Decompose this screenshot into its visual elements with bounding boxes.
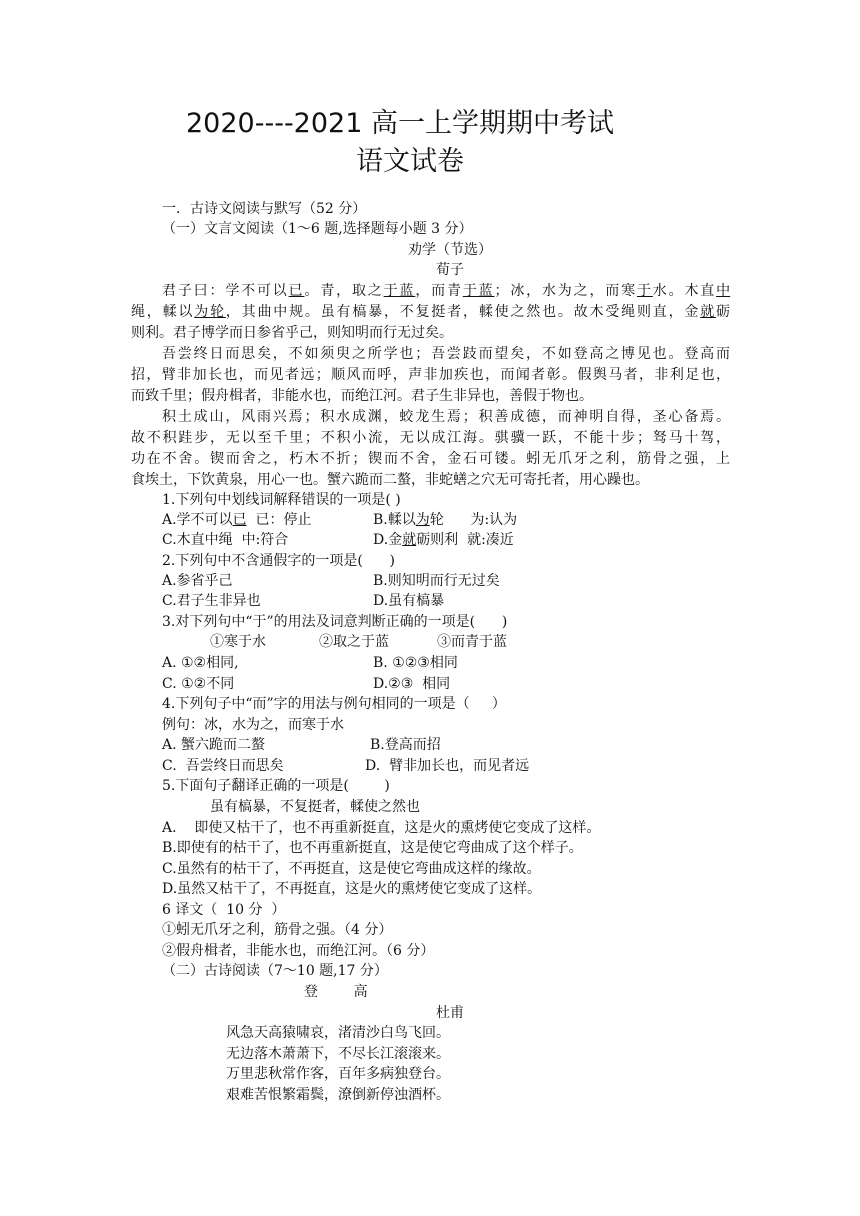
passage-line: 而致千里；假舟楫者，非能水也，而绝江河。君子生非异也，善假于物也。 (131, 388, 593, 404)
underlined-word: 中 (716, 283, 731, 299)
passage-title: 劝学（节选） (408, 242, 492, 258)
underlined-word: 就 (700, 304, 717, 320)
poem-line: 万里悲秋常作客，百年多病独登台。 (226, 1066, 450, 1082)
q3-sentence-2: ②取之于蓝 (319, 634, 389, 650)
q3-option-d: D.②③ 相同 (373, 676, 451, 692)
text: ，而青 (415, 283, 463, 299)
q1-option-a (162, 510, 311, 530)
q4-example: 例句：冰，水为之，而寒于水 (162, 717, 344, 733)
q5-sentence: 虽有槁暴，不复挺者，輮使之然也 (210, 799, 420, 815)
text: 砺 (716, 304, 731, 320)
subsection-heading: （一）文言文阅读（1～6 题,选择题每小题 3 分） (162, 221, 473, 237)
q5-option-b: B.即使有的枯干了，也不再重新挺直，这是使它弯曲成了这个样子。 (162, 840, 583, 856)
underlined-word: 于蓝 (462, 283, 495, 299)
q4-option-b: B.登高而招 (370, 737, 441, 753)
text: B.輮以 (373, 512, 416, 528)
q5-option-c: C.虽然有的枯干了，不再挺直，这是使它弯曲成这样的缘故。 (162, 861, 541, 877)
underlined-word: 已 (288, 283, 305, 299)
underlined-word: 就 (402, 532, 417, 548)
q2-option-b: B.则知明而行无过矣 (373, 573, 500, 589)
poem-title: 登 高 (304, 984, 368, 1000)
section-heading: 一．古诗文阅读与默写（52 分） (162, 201, 367, 217)
poem-line: 风急天高猿啸哀，渚清沙白鸟飞回。 (226, 1025, 450, 1041)
passage-author: 荀子 (436, 262, 464, 278)
underlined-word: 于 (636, 283, 653, 299)
underlined-word: 已 (232, 512, 247, 528)
q6-item-2: ②假舟楫者，非能水也，而绝江河。（6 分） (162, 943, 435, 959)
passage-line: 积土成山，风雨兴焉；积水成渊，蛟龙生焉；积善成德，而神明自得，圣心备焉。 (162, 409, 730, 425)
q3-sentence-3: ③而青于蓝 (437, 634, 507, 650)
passage-line: 吾尝终日而思矣，不如须臾之所学也；吾尝跂而望矣，不如登高之博见也。登高而 (162, 346, 730, 362)
question-3-stem: 3.对下列句中“于”的用法及词意判断正确的一项是( ) (162, 614, 508, 630)
text: 君子曰：学不可以 (162, 283, 289, 299)
passage-line: 故不积跬步，无以至千里；不积小流，无以成江海。骐骥一跃，不能十步；驽马十驾， (131, 430, 730, 446)
poem-author: 杜甫 (436, 1005, 464, 1021)
q3-option-a: A. ①②相同, (162, 655, 239, 671)
q5-option-a: A. 即使又枯干了，也不再重新挺直，这是火的熏烤使它变成了这样。 (162, 820, 601, 836)
text: 轮 为:认为 (429, 512, 518, 528)
q3-sentence-1: ①寒于水 (210, 634, 266, 650)
text: 已：停止 (246, 512, 312, 528)
text: ，其曲中规。虽有槁暴，不复挺者，輮使之然也。故木受绳则直，金 (225, 304, 701, 320)
passage-line: 功在不舍。锲而舍之，朽木不折；锲而不舍，金石可镂。蚓无爪牙之利，筋骨之强，上 (131, 451, 730, 467)
subsection-heading-2: （二）古诗阅读（7～10 题,17 分） (162, 963, 388, 979)
text: 水。木直 (652, 283, 717, 299)
text: 绳，輮以 (131, 304, 195, 320)
exam-subject: 语文试卷 (356, 146, 464, 177)
text: 砺则利 就:凑近 (416, 532, 514, 548)
underlined-word: 为 (415, 512, 430, 528)
q3-option-c: C. ①②不同 (162, 676, 235, 692)
question-6-stem: 6 译文（ 10 分 ） (162, 902, 286, 918)
exam-title: 2020----2021 高一上学期期中考试 (186, 108, 614, 139)
q2-option-c: C.君子生非异也 (162, 593, 261, 609)
q4-option-a: A. 蟹六跪而二螯 (162, 737, 266, 753)
q2-option-a: A.参省乎己 (162, 573, 233, 589)
q2-option-d: D.虽有槁暴 (373, 593, 445, 609)
q1-option-c: C.木直中绳 中:符合 (162, 532, 289, 548)
underlined-word: 为 (194, 304, 211, 320)
passage-line (162, 281, 730, 301)
text: ；冰，水为之，而寒 (494, 283, 637, 299)
passage-line: 招，臂非加长也，而见者远；顺风而呼，声非加疾也，而闻者彰。假舆马者，非利足也， (131, 367, 730, 383)
text: D.金 (373, 532, 403, 548)
underlined-word: 轮 (210, 304, 226, 320)
text: A.学不可以 (162, 512, 233, 528)
question-5-stem: 5.下面句子翻译正确的一项是( ) (162, 778, 390, 794)
q1-option-b (373, 510, 517, 530)
poem-line: 艰难苦恨繁霜鬓，潦倒新停浊酒杯。 (226, 1087, 450, 1103)
q6-item-1: ①蚓无爪牙之利，筋骨之强。（4 分） (162, 922, 393, 938)
text: 。青，取之 (304, 283, 384, 299)
q3-option-b: B. ①②③相同 (373, 655, 458, 671)
q4-option-d: D. 臂非加长也，而见者远 (365, 758, 530, 774)
passage-line: 则利。君子博学而日参省乎己，则知明而行无过矣。 (131, 325, 453, 341)
passage-line (131, 302, 730, 322)
question-4-stem: 4.下列句子中“而”字的用法与例句相同的一项是（ ） (162, 696, 506, 712)
q4-option-c: C. 吾尝终日而思矣 (162, 758, 284, 774)
question-1-stem: 1.下列句中划线词解释错误的一项是( ) (162, 492, 401, 508)
underlined-word: 于蓝 (383, 283, 416, 299)
passage-line: 食埃土，下饮黄泉，用心一也。蟹六跪而二螯，非蛇蟮之穴无可寄托者，用心躁也。 (131, 472, 649, 488)
poem-line: 无边落木萧萧下，不尽长江滚滚来。 (226, 1046, 450, 1062)
question-2-stem: 2.下列句中不含通假字的一项是( ) (162, 553, 395, 569)
q1-option-d (373, 530, 514, 550)
q5-option-d: D.虽然又枯干了，不再挺直，这是火的熏烤使它变成了这样。 (162, 881, 542, 897)
